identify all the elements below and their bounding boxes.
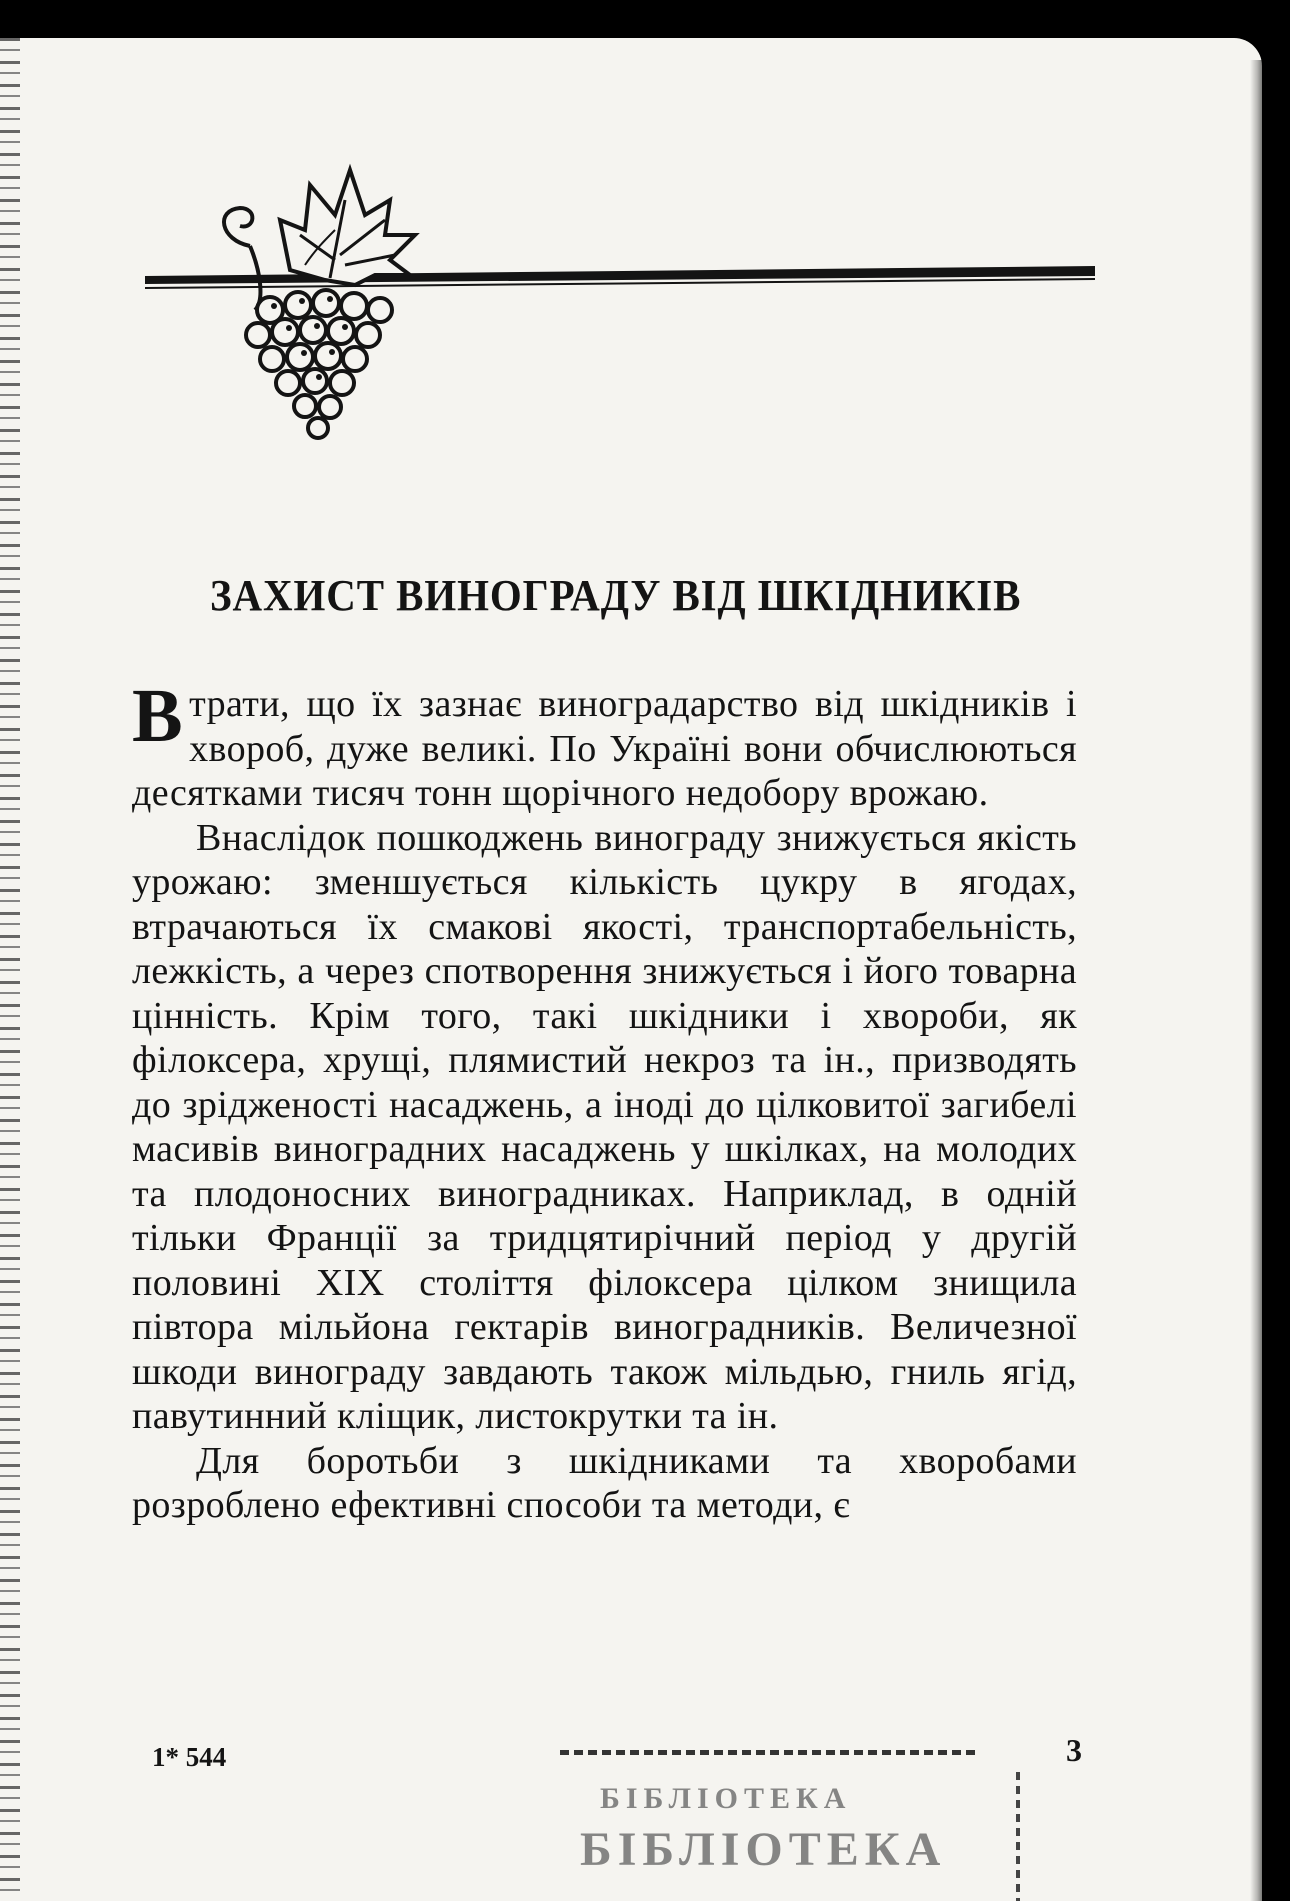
- torn-left-edge: [0, 38, 20, 1901]
- library-stamp: [560, 1742, 1020, 1901]
- page-heading: ЗАХИСТ ВИНОГРАДУ ВІД ШКІДНИКІВ: [210, 571, 1022, 620]
- paragraph-1-text: трати, що їх зазнає виноградарство від шкідників і хвороб, дуже великі. По Україні вони обчислюються десятками тисяч тонн щорічного недобору врожаю.: [132, 683, 1077, 814]
- body-text: [132, 674, 1077, 1528]
- grape-vine-ornament-icon: [140, 160, 1100, 450]
- page-number: 3: [1066, 1732, 1082, 1768]
- drop-cap: В: [132, 674, 184, 758]
- signature-mark: 1* 544: [152, 1742, 227, 1772]
- stamp-main-text: БІБЛІОТЕКА: [580, 1823, 947, 1876]
- paragraph-3: Для боротьби з шкідниками та хворобами розроблено ефективні способи та методи, є: [132, 1439, 1077, 1526]
- paragraph-2: Внаслідок пошкоджень винограду знижується якість урожаю: зменшується кількість цукру в ягодах, втрачаються їх смакові якості, транспортабельність, лежкість, а через спотворення знижується і його товарна цінність. Крім того, такі шкідники і хвороби, як філоксера, хрущі, плямистий некроз та ін., призводять до зрідженості насаджень, а іноді до цілковитої загибелі масивів виноградних насаджень у шкілках, на молодих та плодоносних виноградниках. Наприклад, в одній тільки Франції за тридцятирічний період у другій половині XIX століття філоксера цілком знищила півтора мільйона гектарів виноградників. Величезної шкоди винограду завдають також мільдью, гниль ягід, павутинний кліщик, листокрутки та ін.: [132, 816, 1077, 1437]
- stamp-dashed-line: [560, 1750, 980, 1755]
- page-shadow-edge: [1250, 60, 1262, 1901]
- stamp-border: [1016, 1772, 1020, 1901]
- stamp-top-text: БІБЛІОТЕКА: [600, 1782, 852, 1815]
- paragraph-1: [132, 674, 1077, 816]
